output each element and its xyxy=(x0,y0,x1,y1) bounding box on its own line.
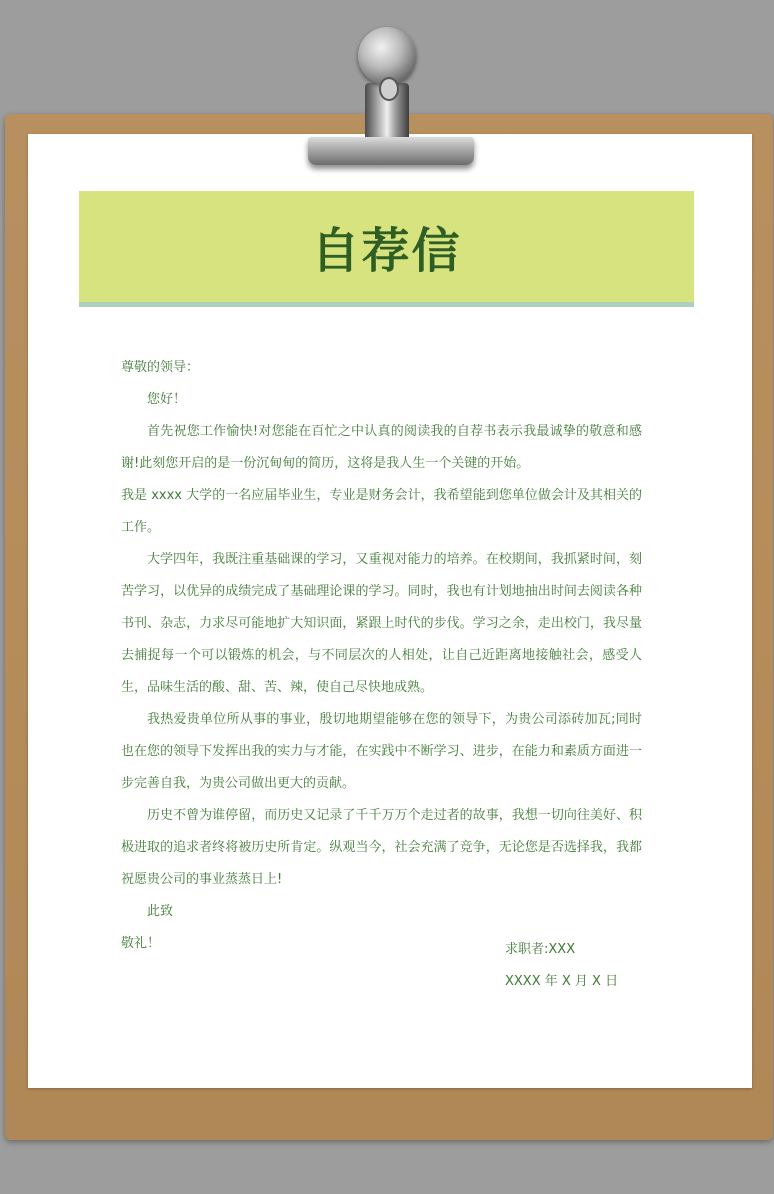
closing: 此致 xyxy=(147,904,174,919)
paragraph: 我热爱贵单位所从事的事业，殷切地期望能够在您的领导下，为贵公司添砖加瓦;同时也在您的领导下发挥出我的实力与才能，在实践中不断学习、进步，在能力和素质方面进一步完善自我，为贵公司做出更大的贡献。 xyxy=(121,712,642,791)
paragraph: 大学四年，我既注重基础课的学习，又重视对能力的培养。在校期间，我抓紧时间，刻苦学习，以优异的成绩完成了基础理论课的学习。同时，我也有计划地抽出时间去阅读各种书刊、杂志，力求尽可能地扩大知识面，紧跟上时代的步伐。学习之余，走出校门，我尽量去捕捉每一个可以锻炼的机会，与不同层次的人相处，让自己近距离地接触社会，感受人生，品味生活的酸、甜、苦、辣，使自己尽快地成熟。 xyxy=(121,552,642,695)
clip-hole xyxy=(379,77,399,101)
letter-date: XXXX 年 X 月 X 日 xyxy=(505,974,619,989)
paragraph: 我是 xxxx 大学的一名应届毕业生，专业是财务会计，我希望能到您单位做会计及其相关的工作。 xyxy=(121,488,642,535)
letter-body xyxy=(121,352,642,960)
title-banner xyxy=(79,191,694,302)
paragraph: 首先祝您工作愉快!对您能在百忙之中认真的阅读我的自荐书表示我最诚挚的敬意和感谢!此刻您开启的是一份沉甸甸的简历，这将是我人生一个关键的开始。 xyxy=(121,424,642,471)
paragraph: 历史不曾为谁停留，而历史又记录了千千万万个走过者的故事，我想一切向往美好、积极进取的追求者终将被历史所肯定。纵观当今，社会充满了竞争，无论您是否选择我，我都祝愿贵公司的事业蒸蒸日上! xyxy=(121,808,642,887)
binder-clip-icon xyxy=(290,25,480,180)
signature-block xyxy=(505,934,618,998)
clip-base xyxy=(308,137,474,165)
greeting: 您好！ xyxy=(147,392,187,407)
page-title: 自荐信 xyxy=(311,223,462,279)
signature: 求职者:XXX xyxy=(505,942,576,957)
title-underline xyxy=(79,302,694,307)
salutation: 尊敬的领导： xyxy=(121,360,200,375)
regards: 敬礼！ xyxy=(121,936,161,951)
